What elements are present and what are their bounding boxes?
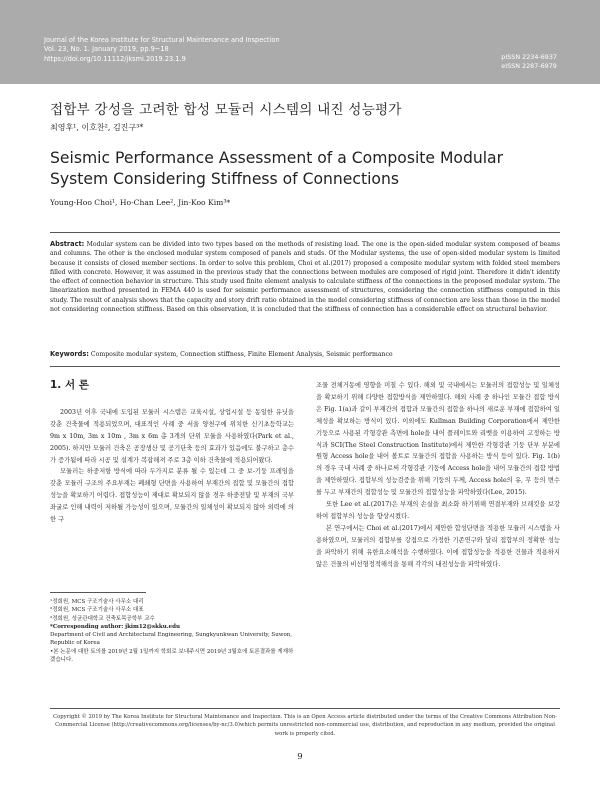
footnote: Department of Civil and Architectural Engineering, Sungkyunkwan University, Suwon, Republic of Korea	[50, 632, 293, 647]
keywords-label: Keywords:	[50, 350, 89, 358]
paragraph: 조물 전체거동에 영향을 미칠 수 있다. 해외 및 국내에서는 모듈러의 접합성능 및 일체성을 확보하기 위해 다양한 접합방식을 제안하였다. 해외 사례 중 하나인 모듈간 접합 방식은 Fig. 1(a)과 같이 부재간의 접합과 모듈간의 접합을 하나의 새로운 부재에 접합하여 일체성을 확보하는 방식이 있다. 이외에도 Kullman Building Corporation에서 제안한 기둥으로 사용된 각형강관 측면에 hole을 내어 플레이트와 리벳을 이용하여 고정하는 방식과 SCI(The Steel Construction Institute)에서 제안한 각형강관 기둥 단부 부분에 원형 Access hole을 내어 볼트로 모듈간의 접합을 사용하는 방식 등이 있다. Fig. 1(b)의 경우 국내 사례 중 하나로써 각형강관 기둥에 Access hole을 내어 모듈간의 접합 방법을 제안하였다. 접합부의 성능검증을 위해 기둥의 두께, Access hole의 유, 무 등의 변수를 두고 부재간의 접합성능 및 모듈간의 접합성능을 파악하였다(Lee, 2015).	[316, 382, 560, 497]
footnote: •본 논문에 대한 토의를 2019년 2월 1일까지 학회로 보내주시면 2019년 3월호에 토론결과를 게재하겠습니다.	[50, 648, 294, 664]
footnote: ²정회원, MCS 구조기술사 사무소 대표	[50, 607, 144, 614]
abstract-top-rule	[50, 232, 560, 233]
journal-name: Journal of the Korea Institute for Structural Maintenance and Inspection	[44, 36, 280, 44]
journal-volume: Vol. 23, No. 1. January 2019, pp.9~18	[44, 45, 169, 54]
paragraph: 또한 Lee et al.(2017)은 부재의 손실을 최소화 하기위해 연결부재와 브래킷을 보강하여 접합부의 성능을 향상시켰다.	[316, 501, 560, 520]
issn-block	[501, 53, 557, 72]
eissn: eISSN 2287-6979	[501, 62, 557, 71]
page-number: 9	[297, 752, 303, 762]
abstract	[50, 240, 560, 314]
paragraph: 모듈러는 하중저항 방식에 따라 두가지로 분류 될 수 있는데 그 중 보-기둥 프레임을 갖춘 모듈러 구조의 주요부재는 폐쇄형 단면을 사용하여 부재간의 접합 및 모듈간의 접합성능을 확보하기 어렵다. 접합성능이 제대로 확보되지 않을 경우 하중전달 및 부재의 국부좌굴로 인해 내력이 저하될 가능성이 있으며, 모듈간의 일체성이 확보되지 않아 외력에 의한 구	[50, 468, 294, 524]
korean-authors: 최영후¹, 이호찬², 김진구³*	[50, 123, 144, 132]
doi-link[interactable]: https://doi.org/10.11112/jksmi.2019.23.1.9	[44, 54, 186, 63]
section-title: 1. 서 론	[50, 379, 89, 391]
korean-title: 접합부 강성을 고려한 합성 모듈러 시스템의 내진 성능평가	[50, 102, 402, 118]
pissn: pISSN 2234-6937	[501, 53, 557, 61]
footnote: ³정회원, 성균관대학교 건축토목공학부 교수	[50, 615, 155, 622]
abstract-text: Modular system can be divided into two types based on the methods of resisting load. The one is the open-sided modular system composed of beams and columns. The other is the enclosed modular system composed of panels and studs. Of the Modular systems, the use of open-sided modular system is limited because it consists of closed member sections. In order to solve this problem, Choi et al.(2017) proposed a composite modular system with folded steel members filled with concrete. However, it was assumed in the previous study that the connections between modules are composed of rigid joint. Therefore it didn't identify the effect of connection behavior in structure. This study used finite element analysis to calculate stiffness of the connections in the proposed modular system. The linearization method presented in FEMA 440 is used for seismic performance assessment of structures, considering the connection stiffness computed in this study. The result of analysis shows that the capacity and story drift ratio obtained in the model considering stiffness of connection are less than those in the model not considering connection stiffness. Based on this observation, it is concluded that the stiffness of connection has a considerable effect on structural behavior.	[50, 241, 560, 314]
footnote-rule	[50, 592, 146, 593]
keywords-text: Composite modular system, Connection stiffness, Finite Element Analysis, Seismic performance	[88, 351, 393, 358]
english-authors: Young-Hoo Choi¹, Ho-Chan Lee², Jin-Koo Kim³*	[50, 198, 231, 207]
journal-info	[44, 36, 280, 64]
corresponding-author: *Corresponding author: jkim12@skku.edu	[50, 623, 180, 630]
abstract-label: Abstract:	[50, 240, 85, 248]
english-title: Seismic Performance Assessment of a Composite Modular System Considering Stiffness of Connections	[50, 149, 504, 188]
keywords	[50, 350, 560, 358]
paragraph: 본 연구에서는 Choi et al.(2017)에서 제안한 합성단면을 적용한 모듈러 시스템을 사용하였으며, 모듈러의 접합부를 강접으로 가정한 기존연구와 달리 접합부의 정확한 성능을 파악하기 위해 유한요소해석을 수행하였다. 이에 접합성능을 적용한 건물과 적용하지 않은 건물의 비선형정적해석을 통해 각각의 내진성능을 파악하였다.	[316, 524, 560, 568]
footnote: ¹정회원, MCS 구조기술사 사무소 대리	[50, 599, 144, 605]
footnotes	[50, 598, 294, 664]
left-column	[50, 380, 294, 526]
copyright-rule	[50, 708, 560, 709]
paragraph: 2003년 이후 국내에 도입된 모듈러 시스템은 교육시설, 상업시설 등 동일한 유닛을 갖춘 건축물에 적용되었으며, 대표적인 사례 중 서울 양천구에 위치한 신기초등학교는 9m x 10m, 3m x 10m , 3m x 6m 총 3개의 단위 모듈을 사용하였다(Park et al., 2005). 하지만 모듈러 건축은 공장생산 및 공기단축 등의 효과가 있음에도 불구하고 층수가 증가됨에 따라 시공 및 설계가 복잡해져 주로 3층 이하 건축물에 적용되어왔다.	[50, 408, 294, 464]
right-column	[316, 380, 560, 571]
abstract-bottom-rule	[50, 366, 560, 367]
copyright-notice: Copyright © 2019 by The Korea Institute for Structural Maintenance and Inspection. This is an Open Access article distributed under the terms of the Creative Commons Attribution Non-Commercial License (http://creativecommons.org/licenses/by-nc/3.0)which permits unrestricted non-commercial use, distribution, and reproduction in any medium, provided the original work is properly cited.	[53, 714, 557, 737]
